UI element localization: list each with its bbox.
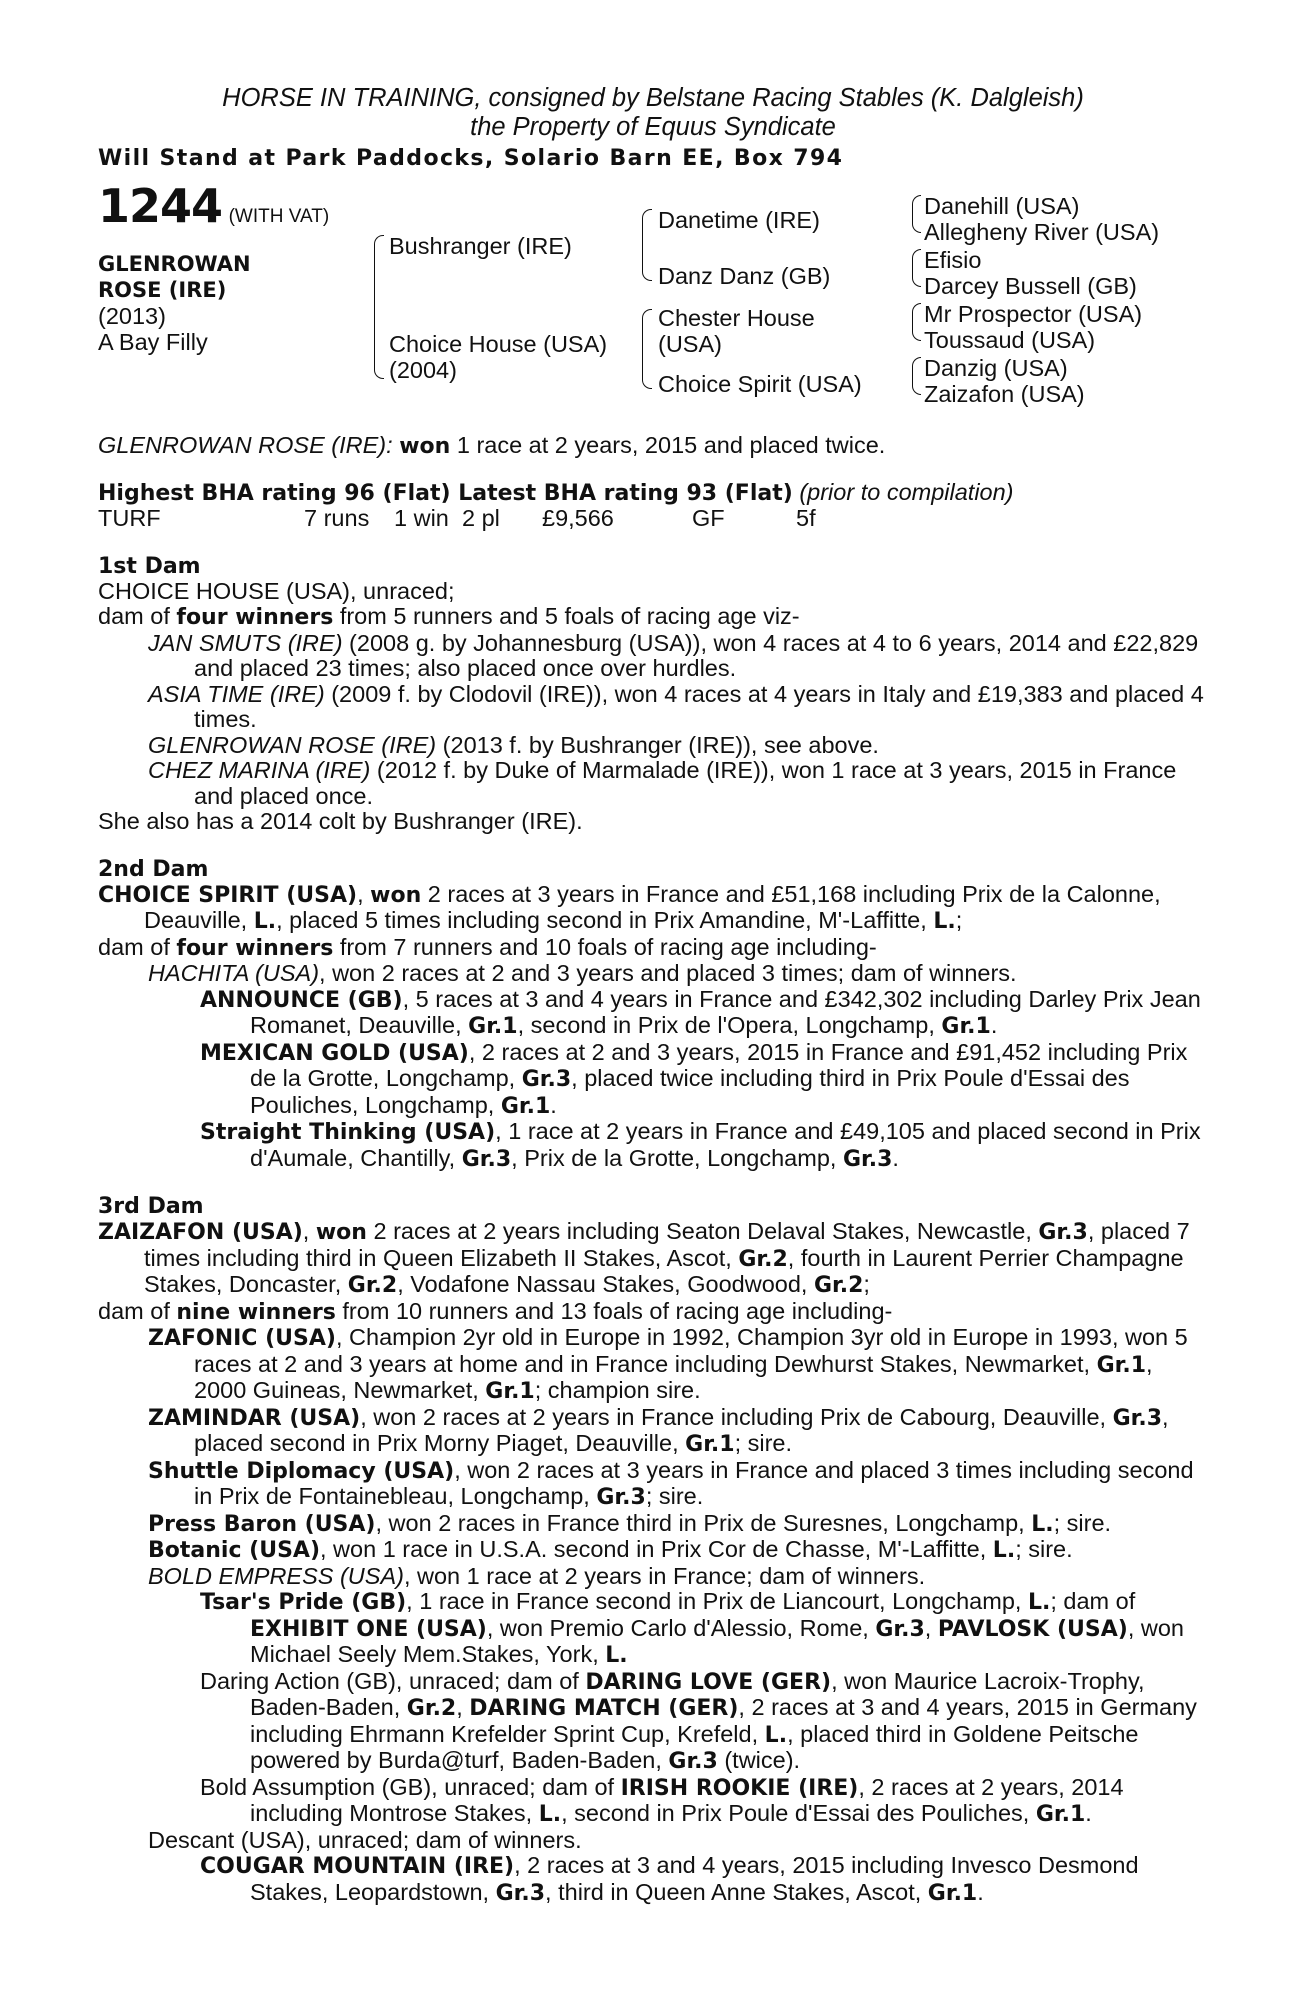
owner-line: the Property of Equus Syndicate bbox=[470, 113, 836, 141]
rating-note: (prior to compilation) bbox=[792, 478, 1014, 505]
race-record: TURF 7 runs 1 win 2 pl £9,566 GF 5f bbox=[98, 505, 816, 531]
bracket-g1 bbox=[912, 195, 921, 233]
first-dam-section: CHOICE HOUSE (USA), unraced; dam of four winners from 5 runners and 5 foals of racing age viz- JAN SMUTS (IRE) (2008 g. by Johannesburg (USA)), won 4 races at 4 to 6 years, 2014 and £22,829 and placed 23 times; also placed once over hurdles. ASIA TIME (IRE) (2009 f. by Clodovil (IRE)), won 4 races at 4 years in Italy and £19,383 and placed 4 times. GLENROWAN ROSE (IRE) (2013 f. by Bushranger (IRE)), see above. CHEZ MARINA (IRE) (2012 f. by Duke of Marmalade (IRE)), won 1 race at 3 years, 2015 in France and placed once. She also has a 2014 colt by Bushranger (IRE). bbox=[98, 577, 1204, 834]
bracket-g2 bbox=[912, 249, 921, 287]
rating-block bbox=[98, 480, 1208, 532]
horse-name-line1: GLENROWAN bbox=[98, 252, 251, 276]
sire-dam: Danz Danz (GB) bbox=[658, 263, 831, 289]
lot-number-line bbox=[98, 179, 330, 233]
pedigree-table bbox=[98, 179, 1208, 433]
dam-dam: Choice Spirit (USA) bbox=[658, 371, 862, 397]
sire: Bushranger (IRE) bbox=[389, 233, 572, 259]
third-dam-heading: 3rd Dam bbox=[98, 1194, 204, 1219]
dam-sire-line1: Chester House bbox=[658, 305, 815, 331]
ancestor-8: Zaizafon (USA) bbox=[924, 381, 1085, 407]
horse-name-line2: ROSE (IRE) bbox=[98, 278, 227, 302]
foaling-year: (2013) bbox=[98, 303, 166, 329]
bracket-g4 bbox=[912, 357, 921, 395]
race-summary: GLENROWAN ROSE (IRE): won 1 race at 2 years, 2015 and placed twice. bbox=[98, 432, 886, 459]
second-dam-section: CHOICE SPIRIT (USA), won 2 races at 3 years in France and £51,168 including Prix de la Calonne, Deauville, L., placed 5 times including second in Prix Amandine, M'-Laffitte, L.; dam of four winners from 7 runners and 10 foals of racing age including- HACHITA (USA), won 2 races at 2 and 3 years and placed 3 times; dam of winners. ANNOUNCE (GB), 5 races at 3 and 4 years in France and £342,302 including Darley Prix Jean Romanet, Deauville, Gr.1, second in Prix de l'Opera, Longchamp, Gr.1. MEXICAN GOLD (USA), 2 races at 2 and 3 years, 2015 in France and £91,452 including Prix de la Grotte, Longchamp, Gr.3, placed twice including third in Prix Poule d'Essai des Pouliches, Longchamp, Gr.1. Straight Thinking (USA), 1 race at 2 years in France and £49,105 and placed second in Prix d'Aumale, Chantilly, Gr.3, Prix de la Grotte, Longchamp, Gr.3. bbox=[98, 880, 1201, 1172]
vat-label: (WITH VAT) bbox=[228, 206, 330, 227]
consignor-line: HORSE IN TRAINING, consigned by Belstane Racing Stables (K. Dalgleish) bbox=[222, 84, 1084, 112]
bracket-dam-parents bbox=[642, 309, 652, 389]
sire-sire: Danetime (IRE) bbox=[658, 207, 820, 233]
ancestor-5: Mr Prospector (USA) bbox=[924, 301, 1143, 327]
second-dam-heading: 2nd Dam bbox=[98, 856, 209, 882]
dam-name: Choice House (USA) bbox=[389, 331, 608, 357]
ancestor-4: Darcey Bussell (GB) bbox=[924, 273, 1137, 299]
ancestor-6: Toussaud (USA) bbox=[924, 327, 1096, 353]
ancestor-1: Danehill (USA) bbox=[924, 193, 1080, 219]
catalogue-page bbox=[98, 84, 1208, 1906]
bha-rating: Highest BHA rating 96 (Flat) Latest BHA rating 93 (Flat) bbox=[98, 480, 793, 506]
horse-description: A Bay Filly bbox=[98, 329, 208, 355]
ancestor-7: Danzig (USA) bbox=[924, 355, 1068, 381]
ancestor-3: Efisio bbox=[924, 247, 982, 273]
bracket-g3 bbox=[912, 303, 921, 341]
first-dam-heading: 1st Dam bbox=[98, 553, 201, 579]
ancestor-2: Allegheny River (USA) bbox=[924, 219, 1160, 245]
lot-number: 1244 bbox=[98, 179, 223, 233]
third-dam-section: ZAIZAFON (USA), won 2 races at 2 years including Seaton Delaval Stakes, Newcastle, Gr.3, placed 7 times including third in Queen Elizabeth II Stakes, Ascot, Gr.2, fourth in Laurent Perrier Champagne Stakes, Doncaster, Gr.2, Vodafone Nassau Stakes, Goodwood, Gr.2; dam of nine winners from 10 runners and 13 foals of racing age including- ZAFONIC (USA), Champion 2yr old in Europe in 1992, Champion 3yr old in Europe in 1993, won 5 races at 2 and 3 years at home and in France including Dewhurst Stakes, Newmarket, Gr.1, 2000 Guineas, Newmarket, Gr.1; champion sire. ZAMINDAR (USA), won 2 races at 2 years in France including Prix de Cabourg, Deauville, Gr.3, placed second in Prix Morny Piaget, Deauville, Gr.1; sire. Shuttle Diplomacy (USA), won 2 races at 3 years in France and placed 3 times including second in Prix de Fontainebleau, Longchamp, Gr.3; sire. Press Baron (USA), won 2 races in France third in Prix de Suresnes, Longchamp, L.; sire. Botanic (USA), won 1 race in U.S.A. second in Prix Cor de Chasse, M'-Laffitte, L.; sire. BOLD EMPRESS (USA), won 1 race at 2 years in France; dam of winners. Tsar's Pride (GB), 1 race in France second in Prix de Liancourt, Longchamp, L.; dam of EXHIBIT ONE (USA), won Premio Carlo d'Alessio, Rome, Gr.3, PAVLOSK (USA), won Michael Seely Mem.Stakes, York, L. Daring Action (GB), unraced; dam of DARING LOVE (GER), won Maurice Lacroix-Trophy, Baden-Baden, Gr.2, DARING MATCH (GER), 2 races at 3 and 4 years, 2015 in Germany including Ehrmann Krefelder Sprint Cup, Krefeld, L., placed third in Goldene Peitsche powered by Burda@turf, Baden-Baden, Gr.3 (twice). Bold Assumption (GB), unraced; dam of IRISH ROOKIE (IRE), 2 races at 2 years, 2014 including Montrose Stakes, L., second in Prix Poule d'Essai des Pouliches, Gr.1. Descant (USA), unraced; dam of winners. COUGAR MOUNTAIN (IRE), 2 races at 3 and 4 years, 2015 including Invesco Desmond Stakes, Leopardstown, Gr.3, third in Queen Anne Stakes, Ascot, Gr.1. bbox=[98, 1218, 1197, 1906]
stand-location: Will Stand at Park Paddocks, Solario Barn EE, Box 794 bbox=[98, 146, 844, 171]
bracket-sire-dam bbox=[374, 235, 384, 379]
dam-sire-line2: (USA) bbox=[658, 331, 722, 357]
dam-year: (2004) bbox=[389, 357, 457, 383]
bracket-sire-parents bbox=[642, 209, 652, 281]
